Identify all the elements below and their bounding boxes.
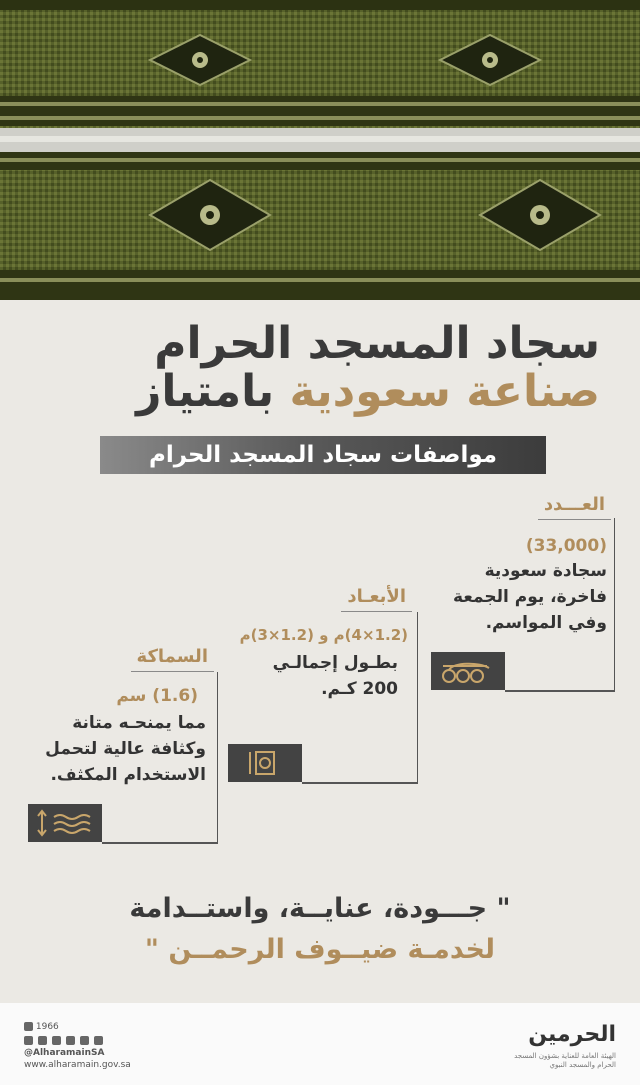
linkedin-icon[interactable] <box>94 1036 103 1045</box>
thickness-arrows-icon <box>28 804 102 842</box>
thickness-card <box>28 646 218 846</box>
subtitle-dark: بامتياز <box>136 366 275 417</box>
thickness-card-bottom <box>102 842 218 844</box>
quote-line-2: لخدمـة ضيــوف الرحمــن " <box>144 934 496 965</box>
quote-line-1: " جـــودة، عنايــة، واستــدامة <box>129 893 511 924</box>
youtube-icon[interactable] <box>66 1036 75 1045</box>
count-value: (33,000) <box>525 536 607 556</box>
count-card-border <box>614 518 616 690</box>
footer-handle[interactable]: @AlharamainSA <box>24 1048 105 1058</box>
phone-number: 1966 <box>35 1022 59 1032</box>
social-icons <box>24 1036 103 1045</box>
subtitle <box>136 366 600 417</box>
carpet-rolls-icon <box>431 652 505 690</box>
facebook-icon[interactable] <box>52 1036 61 1045</box>
phone-icon <box>24 1022 33 1031</box>
footer-phone <box>24 1022 59 1032</box>
thickness-label: السماكة <box>136 646 208 667</box>
instagram-icon[interactable] <box>24 1036 33 1045</box>
count-card-bottom <box>505 690 615 692</box>
thickness-card-border <box>217 672 219 842</box>
dimensions-card-border <box>417 612 419 782</box>
snapchat-icon[interactable] <box>80 1036 89 1045</box>
dimensions-card-bottom <box>302 782 418 784</box>
carpet-frame-icon <box>228 744 302 782</box>
x-icon[interactable] <box>38 1036 47 1045</box>
carpet-photo <box>0 0 640 300</box>
dimensions-card <box>228 586 418 786</box>
count-description: سجادة سعودية فاخرة، يوم الجمعة وفي المواسم. <box>453 561 607 633</box>
dimensions-description: بطـول إجمالـي 200 كـم. <box>272 653 398 699</box>
main-title: سجاد المسجد الحرام <box>154 318 600 369</box>
subtitle-gold: صناعة سعودية <box>289 366 600 417</box>
count-label: العـــدد <box>543 494 605 515</box>
dimensions-value: (1.2×4)م و (1.2×3)م <box>239 626 408 644</box>
count-card <box>420 494 615 694</box>
dimensions-label: الأبعـاد <box>347 586 406 607</box>
footer-website[interactable]: www.alharamain.gov.sa <box>24 1060 131 1070</box>
brand-logo: الحرمين <box>528 1022 616 1047</box>
thickness-description: مما يمنحـه متانة وكثافة عالية لتحمل الاستخدام المكثف. <box>45 713 206 785</box>
brand-subtitle: الهيئة العامة للعناية بشؤون المسجد الحرام والمسجد النبوي <box>514 1052 616 1069</box>
specs-banner: مواصفات سجاد المسجد الحرام <box>100 436 546 474</box>
thickness-value: (1.6) سم <box>116 686 198 706</box>
